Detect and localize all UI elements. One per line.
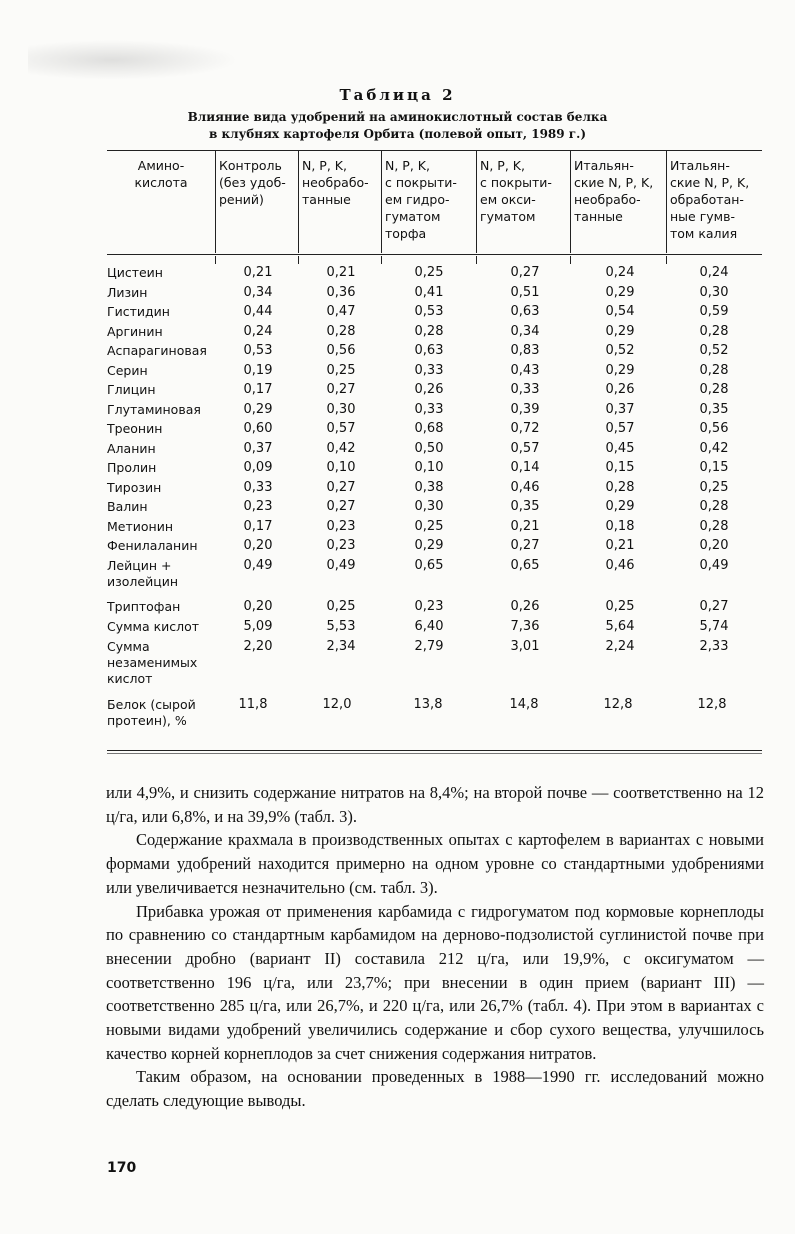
cell-value: 0,25 [699, 479, 729, 495]
amino-acid-name: Аспарагиновая [107, 343, 207, 358]
cell-value: 0,57 [510, 440, 540, 456]
cell-value: 0,43 [510, 362, 540, 378]
cell-value: 0,27 [326, 479, 356, 495]
column-tick [298, 256, 299, 264]
cell-value: 0,21 [243, 265, 273, 280]
cell-value: 0,60 [243, 421, 273, 436]
cell-value: 0,33 [243, 479, 273, 495]
amino-acid-name: Лизин [107, 284, 148, 300]
table-caption [0, 109, 795, 143]
cell-value: 0,52 [699, 343, 729, 358]
cell-value: 0,29 [605, 362, 635, 378]
header-separator [666, 151, 667, 253]
cell-value: 0,25 [326, 599, 356, 614]
cell-value: 0,33 [414, 401, 444, 417]
cell-value: 0,35 [699, 401, 729, 417]
amino-acid-name: Фенилаланин [107, 538, 198, 553]
cell-value: 0,44 [243, 304, 273, 319]
cell-value: 0,63 [414, 343, 444, 358]
cell-value: 0,28 [699, 382, 729, 397]
cell-value: 0,65 [510, 558, 540, 573]
paragraph: Содержание крахмала в производственных опытах с картофелем в вариантах с новыми формами удобрений находится примерно на одном уровне со стандартными удобрениями или увеличивается незначительно (см. табл. 3). [106, 830, 764, 897]
cell-value: 0,53 [414, 304, 444, 319]
table-header-rule [107, 254, 762, 255]
cell-value: 0,46 [605, 558, 635, 573]
cell-value: 0,15 [605, 460, 635, 475]
cell-value: 0,28 [699, 518, 729, 534]
cell-value: 5,74 [699, 619, 729, 634]
paragraph: Прибавка урожая от применения карбамида с гидрогуматом под кормовые корнеплоды по сравнению со стандартным карбамидом на дерново-подзолистой суглинистой почве при внесении дробно (вариант II) составила 212 ц/га, или 19,9%, с оксигуматом — соответственно 196 ц/га, или 23,7%; при внесении в один прием (вариант III) — соответственно 285 ц/га, или 26,7%, и 220 ц/га, или 26,7% (табл. 4). При этом в вариантах с новыми видами удобрений увеличились содержание и сбор сухого вещества, улучшилось качество корней корнеплодов за счет снижения содержания нитратов. [106, 901, 764, 1063]
cell-value: 0,30 [414, 499, 444, 514]
cell-value: 0,27 [326, 382, 356, 397]
cell-value: 12,8 [697, 697, 727, 712]
cell-value: 0,29 [605, 499, 635, 514]
cell-value: 0,38 [414, 479, 444, 495]
cell-value: 5,09 [243, 619, 273, 634]
cell-value: 0,42 [326, 440, 356, 456]
cell-value: 0,14 [510, 460, 540, 475]
amino-acid-name: Аланин [107, 440, 156, 456]
cell-value: 0,20 [243, 538, 273, 553]
column-header-npk-untreated: N, P, K, необрабо- танные [302, 158, 369, 207]
cell-value: 0,29 [414, 538, 444, 553]
cell-value: 0,33 [510, 382, 540, 397]
column-header-npk-hydrohumate: N, P, K, с покрыти- ем гидро- гуматом торфа [385, 158, 457, 241]
amino-acid-name: Глутаминовая [107, 401, 201, 417]
column-header-npk-oxyhumate: N, P, K, с покрыти- ем окси- гуматом [480, 158, 552, 224]
cell-value: 0,83 [510, 343, 540, 358]
cell-value: 13,8 [413, 697, 443, 712]
cell-value: 0,47 [326, 304, 356, 319]
cell-value: 0,54 [605, 304, 635, 319]
cell-value: 0,49 [243, 558, 273, 573]
amino-acid-name: Сумма незаменимых кислот [107, 639, 198, 686]
cell-value: 0,25 [414, 265, 444, 280]
cell-value: 0,17 [243, 382, 273, 397]
cell-value: 0,28 [699, 362, 729, 378]
header-separator [298, 151, 299, 253]
cell-value: 12,8 [603, 697, 633, 712]
cell-value: 0,17 [243, 518, 273, 534]
cell-value: 0,57 [605, 421, 635, 436]
cell-value: 0,26 [414, 382, 444, 397]
cell-value: 0,35 [510, 499, 540, 514]
table-caption-line-1: Влияние вида удобрений на аминокислотный состав белка [187, 110, 608, 124]
cell-value: 0,41 [414, 284, 444, 300]
cell-value: 3,01 [510, 639, 540, 654]
cell-value: 0,65 [414, 558, 444, 573]
cell-value: 0,10 [326, 460, 356, 475]
cell-value: 0,63 [510, 304, 540, 319]
cell-value: 0,36 [326, 284, 356, 300]
table-caption-line-2: в клубнях картофеля Орбита (полевой опыт, 1989 г.) [208, 127, 587, 141]
cell-value: 0,10 [414, 460, 444, 475]
column-header-italian-treated: Итальян- ские N, P, K, обработан- ные гумв- том калия [670, 158, 750, 241]
cell-value: 0,25 [605, 599, 635, 614]
amino-acid-name: Тирозин [107, 479, 162, 495]
cell-value: 0,23 [243, 499, 273, 514]
paragraph: или 4,9%, и снизить содержание нитратов на 8,4%; на второй почве — соответственно на 12 ц/га, или 6,8%, и на 39,9% (табл. 3). [106, 783, 764, 826]
cell-value: 0,39 [510, 401, 540, 417]
amino-acid-name: Серин [107, 362, 148, 378]
cell-value: 7,36 [510, 619, 540, 634]
header-separator [215, 151, 216, 253]
cell-value: 0,52 [605, 343, 635, 358]
cell-value: 0,72 [510, 421, 540, 436]
amino-acid-name: Сумма кислот [107, 619, 200, 634]
cell-value: 2,34 [326, 639, 356, 654]
column-header-italian-untreated: Итальян- ские N, P, K, необрабо- танные [574, 158, 654, 224]
cell-value: 0,19 [243, 362, 273, 378]
cell-value: 0,45 [605, 440, 635, 456]
cell-value: 12,0 [322, 697, 352, 712]
cell-value: 5,64 [605, 619, 635, 634]
cell-value: 0,49 [326, 558, 356, 573]
cell-value: 0,20 [243, 599, 273, 614]
cell-value: 0,56 [699, 421, 729, 436]
cell-value: 6,40 [414, 619, 444, 634]
header-separator [381, 151, 382, 253]
cell-value: 0,29 [605, 284, 635, 300]
column-tick [215, 256, 216, 264]
column-tick [666, 256, 667, 264]
cell-value: 0,27 [326, 499, 356, 514]
cell-value: 0,09 [243, 460, 273, 475]
cell-value: 0,24 [243, 323, 273, 339]
header-separator [476, 151, 477, 253]
cell-value: 0,46 [510, 479, 540, 495]
cell-value: 0,29 [243, 401, 273, 417]
paragraph: Таким образом, на основании проведенных в 1988—1990 гг. исследований можно сделать следующие выводы. [106, 1067, 764, 1111]
cell-value: 2,33 [699, 639, 729, 654]
cell-value: 0,27 [510, 265, 540, 280]
cell-value: 0,37 [243, 440, 273, 456]
cell-value: 0,28 [605, 479, 635, 495]
cell-value: 0,68 [414, 421, 444, 436]
cell-value: 0,28 [326, 323, 356, 339]
cell-value: 0,20 [699, 538, 729, 553]
cell-value: 0,24 [605, 265, 635, 280]
cell-value: 0,53 [243, 343, 273, 358]
cell-value: 0,30 [326, 401, 356, 417]
cell-value: 0,21 [510, 518, 540, 534]
table-bottom-rule [107, 750, 762, 751]
column-tick [570, 256, 571, 264]
cell-value: 0,26 [605, 382, 635, 397]
amino-acid-name: Пролин [107, 460, 157, 475]
cell-value: 0,28 [699, 323, 729, 339]
cell-value: 0,34 [510, 323, 540, 339]
table-top-rule [107, 150, 762, 151]
cell-value: 0,23 [414, 599, 444, 614]
cell-value: 0,23 [326, 538, 356, 553]
cell-value: 0,49 [699, 558, 729, 573]
amino-acid-name: Гистидин [107, 304, 170, 319]
amino-acid-name: Белок (сырой протеин), % [107, 697, 196, 728]
cell-value: 0,25 [414, 518, 444, 534]
amino-acid-name: Аргинин [107, 323, 163, 339]
table-title: Таблица 2 [339, 86, 456, 104]
cell-value: 0,28 [414, 323, 444, 339]
cell-value: 0,29 [605, 323, 635, 339]
amino-acid-name: Триптофан [107, 599, 181, 614]
cell-value: 0,27 [699, 599, 729, 614]
cell-value: 0,27 [510, 538, 540, 553]
cell-value: 0,28 [699, 499, 729, 514]
cell-value: 11,8 [238, 697, 268, 712]
cell-value: 2,24 [605, 639, 635, 654]
page-number: 170 [107, 1160, 137, 1176]
cell-value: 14,8 [509, 697, 539, 712]
amino-acid-name: Валин [107, 499, 148, 514]
cell-value: 0,23 [326, 518, 356, 534]
cell-value: 0,42 [699, 440, 729, 456]
amino-acid-name: Цистеин [107, 265, 163, 280]
amino-acid-name: Треонин [107, 421, 163, 436]
amino-acid-name: Лейцин + изолейцин [107, 558, 179, 589]
cell-value: 0,21 [326, 265, 356, 280]
cell-value: 2,20 [243, 639, 273, 654]
column-tick [476, 256, 477, 264]
cell-value: 0,50 [414, 440, 444, 456]
column-tick [381, 256, 382, 264]
table-bottom-rule-secondary [107, 753, 762, 754]
cell-value: 0,15 [699, 460, 729, 475]
cell-value: 0,25 [326, 362, 356, 378]
header-separator [570, 151, 571, 253]
cell-value: 0,34 [243, 284, 273, 300]
body-text [106, 781, 764, 1113]
cell-value: 0,18 [605, 518, 635, 534]
cell-value: 0,37 [605, 401, 635, 417]
scan-smudge [28, 40, 238, 80]
cell-value: 0,26 [510, 599, 540, 614]
cell-value: 0,59 [699, 304, 729, 319]
amino-acid-name: Глицин [107, 382, 156, 397]
cell-value: 0,30 [699, 284, 729, 300]
cell-value: 0,51 [510, 284, 540, 300]
amino-acid-name: Метионин [107, 518, 173, 534]
cell-value: 0,57 [326, 421, 356, 436]
column-header-amino-acid: Амино- кислота [134, 158, 188, 190]
cell-value: 5,53 [326, 619, 356, 634]
cell-value: 0,21 [605, 538, 635, 553]
column-header-control: Контроль (без удоб- рений) [219, 158, 286, 207]
cell-value: 0,33 [414, 362, 444, 378]
cell-value: 0,24 [699, 265, 729, 280]
cell-value: 0,56 [326, 343, 356, 358]
cell-value: 2,79 [414, 639, 444, 654]
